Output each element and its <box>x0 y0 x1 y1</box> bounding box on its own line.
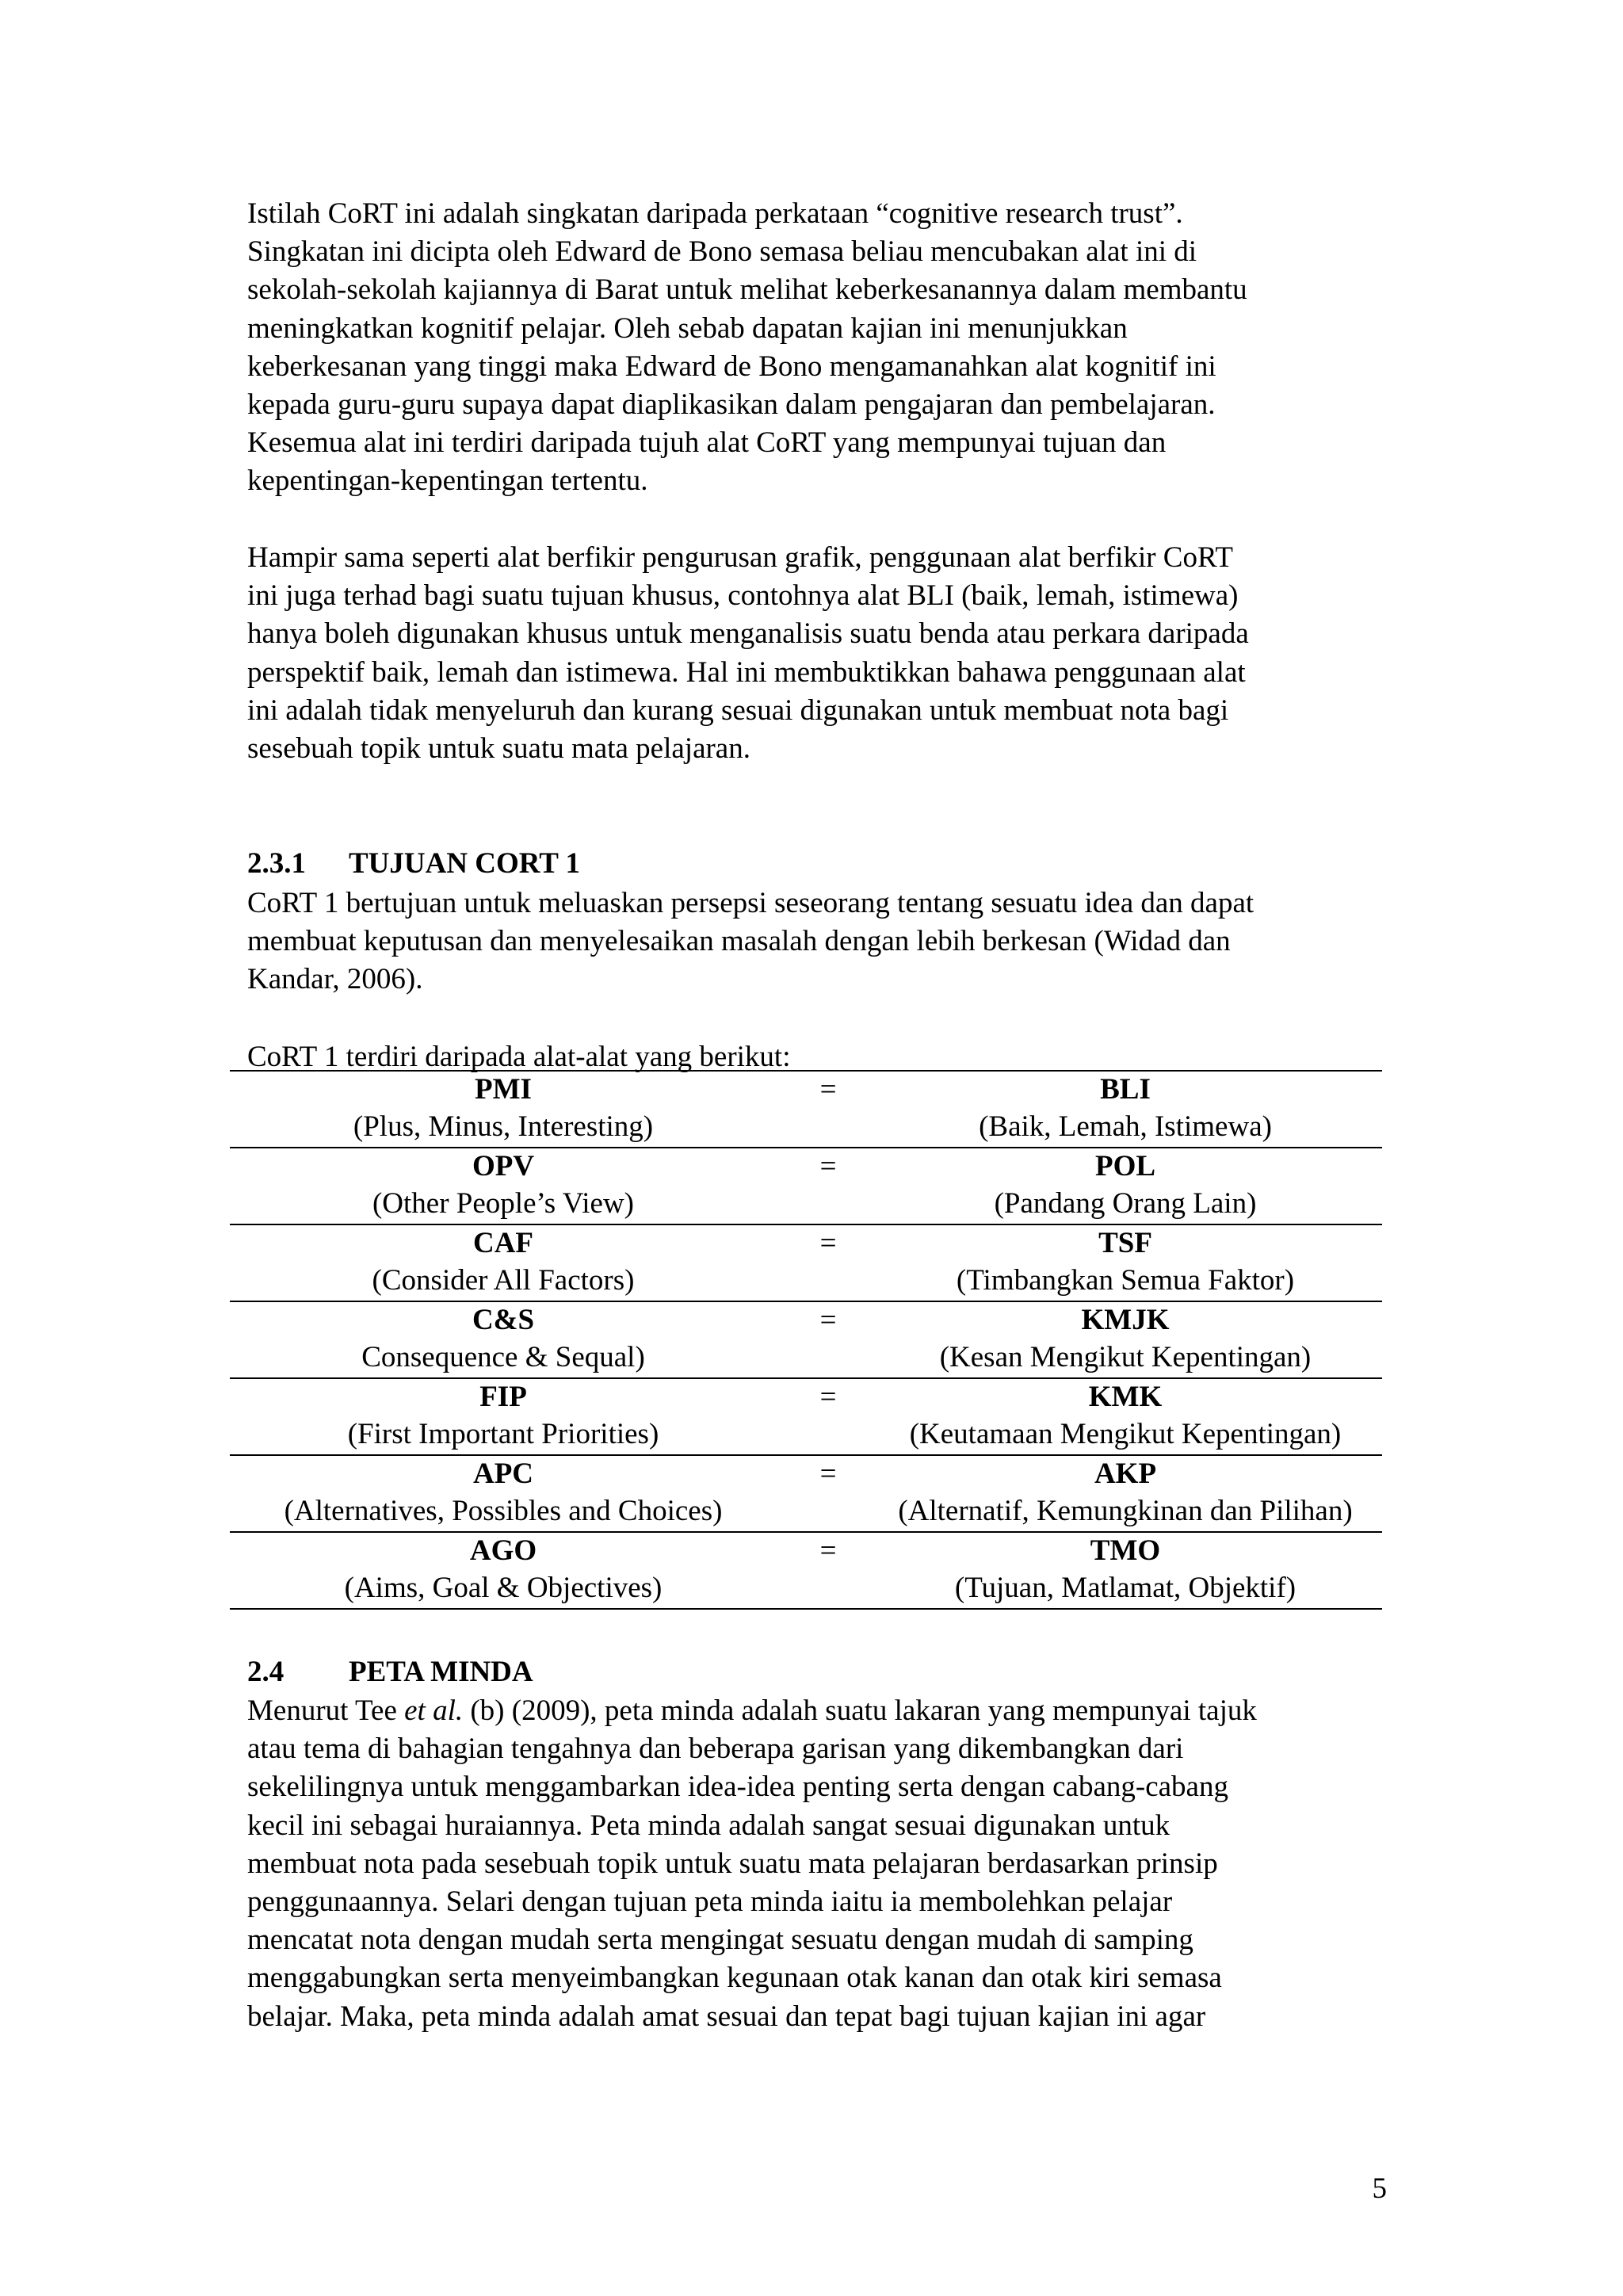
malay-full-name: (Keutamaan Mengikut Kepentingan) <box>909 1418 1342 1450</box>
malay-abbreviation: POL <box>1094 1150 1156 1182</box>
english-full-name: (Plus, Minus, Interesting) <box>353 1110 654 1143</box>
english-tool-cell <box>230 1302 777 1377</box>
table-row <box>230 1379 1382 1456</box>
equals-sign: = <box>819 1304 837 1336</box>
malay-full-name: (Pandang Orang Lain) <box>994 1187 1257 1220</box>
table-row <box>230 1148 1382 1225</box>
english-tool-cell <box>230 1533 777 1607</box>
malay-tool-cell <box>848 1072 1403 1146</box>
text-line: Kandar, 2006). <box>247 963 423 996</box>
paragraph-cort-limitations <box>247 539 1388 768</box>
text-line: Hampir sama seperti alat berfikir pengurusan grafik, penggunaan alat berfikir CoRT <box>247 541 1234 574</box>
malay-tool-cell <box>848 1533 1403 1607</box>
section-heading-tujuan-cort <box>247 845 580 883</box>
english-full-name: (First Important Priorities) <box>347 1418 659 1450</box>
english-full-name: (Alternatives, Possibles and Choices) <box>284 1495 723 1527</box>
text-line: perspektif baik, lemah dan istimewa. Hal ini membuktikkan bahawa penggunaan alat <box>247 655 1246 689</box>
english-abbreviation: AGO <box>469 1534 537 1567</box>
malay-abbreviation: AKP <box>1094 1457 1157 1490</box>
english-tool-cell <box>230 1456 777 1530</box>
english-full-name: (Consider All Factors) <box>372 1264 635 1297</box>
english-tool-cell <box>230 1072 777 1146</box>
malay-tool-cell <box>848 1148 1403 1223</box>
english-tool-cell <box>230 1148 777 1223</box>
malay-full-name: (Baik, Lemah, Istimewa) <box>979 1110 1272 1143</box>
text-line: penggunaannya. Selari dengan tujuan peta minda iaitu ia membolehkan pelajar <box>247 1885 1173 1919</box>
table-row <box>230 1302 1382 1379</box>
text-line: Kesemua alat ini terdiri daripada tujuh alat CoRT yang mempunyai tujuan dan <box>247 426 1167 460</box>
equals-sign: = <box>819 1073 837 1106</box>
equals-sign: = <box>819 1150 837 1182</box>
text-line <box>247 1692 1388 1730</box>
text-run: (b) (2009), peta minda adalah suatu lakaran yang mempunyai tajuk <box>463 1694 1257 1727</box>
section-title: TUJUAN CORT 1 <box>349 847 580 880</box>
malay-full-name: (Kesan Mengikut Kepentingan) <box>939 1341 1312 1373</box>
equals-sign: = <box>819 1381 837 1413</box>
section-number: 2.3.1 <box>247 847 306 880</box>
malay-full-name: (Alternatif, Kemungkinan dan Pilihan) <box>898 1495 1353 1527</box>
text-line: CoRT 1 terdiri daripada alat-alat yang berikut: <box>247 1041 791 1073</box>
malay-full-name: (Tujuan, Matlamat, Objektif) <box>954 1572 1296 1604</box>
english-tool-cell <box>230 1379 777 1454</box>
english-abbreviation: FIP <box>479 1381 527 1413</box>
cort-tools-table <box>230 1070 1382 1610</box>
text-line: kepada guru-guru supaya dapat diaplikasikan dalam pengajaran dan pembelajaran. <box>247 388 1216 422</box>
equals-sign: = <box>819 1534 837 1567</box>
malay-full-name: (Timbangkan Semua Faktor) <box>956 1264 1295 1297</box>
paragraph-cort-definition <box>247 195 1388 501</box>
english-full-name: (Aims, Goal & Objectives) <box>344 1572 663 1604</box>
english-full-name: Consequence & Sequal) <box>361 1341 645 1373</box>
text-line: hanya boleh digunakan khusus untuk menganalisis suatu benda atau perkara daripada <box>247 617 1249 651</box>
english-tool-cell <box>230 1225 777 1300</box>
english-abbreviation: CAF <box>472 1227 534 1259</box>
table-row <box>230 1225 1382 1302</box>
text-line: Istilah CoRT ini adalah singkatan daripada perkataan “cognitive research trust”. <box>247 197 1183 230</box>
malay-abbreviation: TMO <box>1090 1534 1161 1567</box>
malay-tool-cell <box>848 1456 1403 1530</box>
malay-abbreviation: KMK <box>1088 1381 1163 1413</box>
text-line: kepentingan-kepentingan tertentu. <box>247 464 648 498</box>
text-line: ini adalah tidak menyeluruh dan kurang sesuai digunakan untuk membuat nota bagi <box>247 693 1229 727</box>
malay-abbreviation: TSF <box>1098 1227 1152 1259</box>
text-line: mencatat nota dengan mudah serta mengingat sesuatu dengan mudah di samping <box>247 1924 1193 1957</box>
english-full-name: (Other People’s View) <box>372 1187 635 1220</box>
text-line: kecil ini sebagai huraiannya. Peta minda adalah sangat sesuai digunakan untuk <box>247 1809 1170 1842</box>
table-row <box>230 1072 1382 1148</box>
text-line: sesebuah topik untuk suatu mata pelajaran. <box>247 732 750 766</box>
text-line: keberkesanan yang tinggi maka Edward de Bono mengamanahkan alat kognitif ini <box>247 350 1216 383</box>
text-line: ini juga terhad bagi suatu tujuan khusus, contohnya alat BLI (baik, lemah, istimewa) <box>247 579 1239 613</box>
text-line: sekolah-sekolah kajiannya di Barat untuk melihat keberkesanannya dalam membantu <box>247 273 1247 307</box>
page-number: 5 <box>1372 2172 1387 2205</box>
text-line: belajar. Maka, peta minda adalah amat sesuai dan tepat bagi tujuan kajian ini agar <box>247 2000 1206 2033</box>
english-abbreviation: PMI <box>475 1073 532 1106</box>
equals-sign: = <box>819 1457 837 1490</box>
text-line: CoRT 1 bertujuan untuk meluaskan persepsi seseorang tentang sesuatu idea dan dapat <box>247 887 1254 919</box>
text-line: sekelilingnya untuk menggambarkan idea-idea penting serta dengan cabang-cabang <box>247 1771 1228 1804</box>
malay-tool-cell <box>848 1302 1403 1377</box>
section-heading-peta-minda <box>247 1653 533 1691</box>
malay-tool-cell <box>848 1379 1403 1454</box>
text-line: menggabungkan serta menyeimbangkan kegunaan otak kanan dan otak kiri semasa <box>247 1962 1222 1995</box>
text-run: Menurut Tee <box>247 1694 405 1727</box>
italic-citation: et al. <box>404 1694 464 1727</box>
table-row <box>230 1533 1382 1610</box>
equals-sign: = <box>819 1227 837 1259</box>
english-abbreviation: APC <box>472 1457 534 1490</box>
text-line: membuat nota pada sesebuah topik untuk suatu mata pelajaran berdasarkan prinsip <box>247 1847 1218 1880</box>
section-title: PETA MINDA <box>349 1656 533 1688</box>
malay-abbreviation: KMJK <box>1081 1304 1170 1336</box>
section-number: 2.4 <box>247 1656 285 1688</box>
text-line: meningkatkan kognitif pelajar. Oleh sebab dapatan kajian ini menunjukkan <box>247 311 1128 345</box>
english-abbreviation: C&S <box>472 1304 535 1336</box>
malay-abbreviation: BLI <box>1100 1073 1151 1106</box>
malay-tool-cell <box>848 1225 1403 1300</box>
table-row <box>230 1456 1382 1533</box>
paragraph-peta-minda <box>247 1692 1388 2036</box>
text-line: Singkatan ini dicipta oleh Edward de Bono semasa beliau mencubakan alat ini di <box>247 235 1197 269</box>
text-line: membuat keputusan dan menyelesaikan masalah dengan lebih berkesan (Widad dan <box>247 925 1231 958</box>
text-line: atau tema di bahagian tengahnya dan beberapa garisan yang dikembangkan dari <box>247 1733 1184 1766</box>
english-abbreviation: OPV <box>472 1150 535 1182</box>
paragraph-cort-purpose <box>247 884 1388 999</box>
